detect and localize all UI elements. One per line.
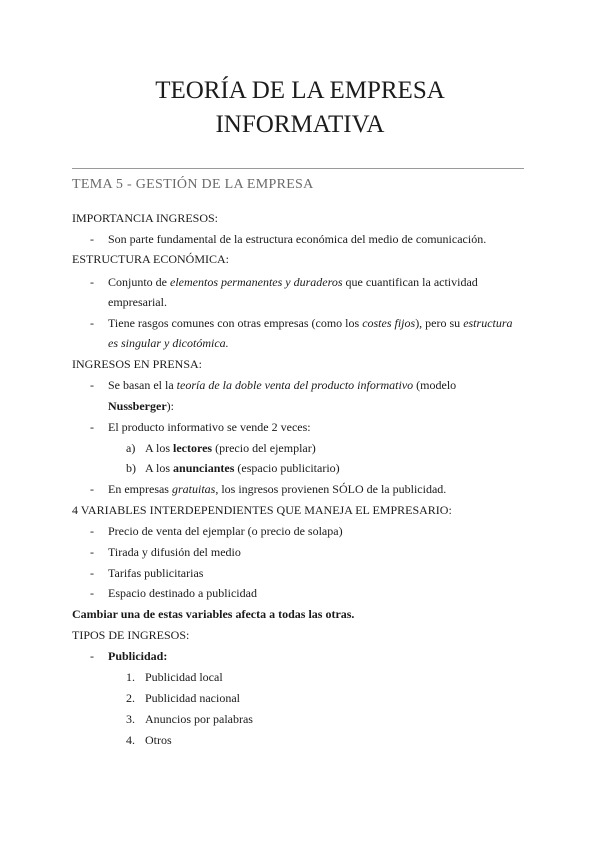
tipos-item: Anuncios por palabras (145, 712, 253, 726)
prensa-bullet-1-cont: Nussberger): (108, 399, 175, 413)
variables-item: Tarifas publicitarias (108, 566, 204, 580)
bullet-dash: - (90, 378, 94, 392)
numbered-marker: 2. (126, 691, 135, 705)
bullet-dash: - (90, 566, 94, 580)
section-subtitle: TEMA 5 - GESTIÓN DE LA EMPRESA (72, 177, 314, 192)
variables-conclusion: Cambiar una de estas variables afecta a todas las otras. (72, 607, 355, 621)
heading-importancia: IMPORTANCIA INGRESOS: (72, 211, 219, 225)
variables-item: Precio de venta del ejemplar (o precio de solapa) (108, 524, 343, 538)
heading-variables: 4 VARIABLES INTERDEPENDIENTES QUE MANEJA EL EMPRESARIO: (72, 503, 452, 517)
heading-tipos: TIPOS DE INGRESOS: (72, 628, 190, 642)
heading-estructura: ESTRUCTURA ECONÓMICA: (72, 252, 230, 266)
bullet-dash: - (90, 420, 94, 434)
variables-item: Tirada y difusión del medio (108, 545, 241, 559)
importancia-bullet-1: Son parte fundamental de la estructura económica del medio de comunicación. (108, 232, 487, 246)
sub-item-marker: b) (126, 461, 136, 475)
title-line-1: TEORÍA DE LA EMPRESA (155, 77, 445, 104)
bullet-dash: - (90, 586, 94, 600)
bullet-dash: - (90, 275, 94, 289)
prensa-bullet-1: Se basan el la teoría de la doble venta del producto informativo (modelo (108, 378, 457, 392)
estructura-bullet-2-cont: es singular y dicotómica. (108, 336, 229, 350)
variables-item: Espacio destinado a publicidad (108, 586, 257, 600)
bullet-dash: - (90, 545, 94, 559)
prensa-bullet-2: El producto informativo se vende 2 veces: (108, 420, 311, 434)
document-title (0, 74, 600, 142)
tipos-item: Otros (145, 733, 172, 747)
sub-item-marker: a) (126, 441, 136, 455)
estructura-bullet-1: Conjunto de elementos permanentes y duraderos que cuantifican la actividad (108, 275, 478, 289)
bullet-dash: - (90, 524, 94, 538)
bullet-dash: - (90, 232, 94, 246)
estructura-bullet-1-cont: empresarial. (108, 295, 167, 309)
numbered-marker: 3. (126, 712, 135, 726)
title-line-2: INFORMATIVA (215, 111, 385, 138)
estructura-bullet-2: Tiene rasgos comunes con otras empresas (como los costes fijos), pero su estructura (108, 316, 513, 330)
heading-prensa: INGRESOS EN PRENSA: (72, 357, 203, 371)
bullet-dash: - (90, 649, 94, 663)
prensa-sub-b: A los anunciantes (espacio publicitario) (145, 461, 340, 475)
tipos-item: Publicidad local (145, 670, 223, 684)
prensa-bullet-3: En empresas gratuitas, los ingresos provienen SÓLO de la publicidad. (108, 482, 447, 496)
numbered-marker: 1. (126, 670, 135, 684)
tipos-item: Publicidad nacional (145, 691, 240, 705)
bullet-dash: - (90, 482, 94, 496)
prensa-sub-a: A los lectores (precio del ejemplar) (145, 441, 316, 455)
bullet-dash: - (90, 316, 94, 330)
title-divider (72, 168, 524, 169)
tipos-bullet-publicidad: Publicidad: (108, 649, 168, 663)
numbered-marker: 4. (126, 733, 135, 747)
